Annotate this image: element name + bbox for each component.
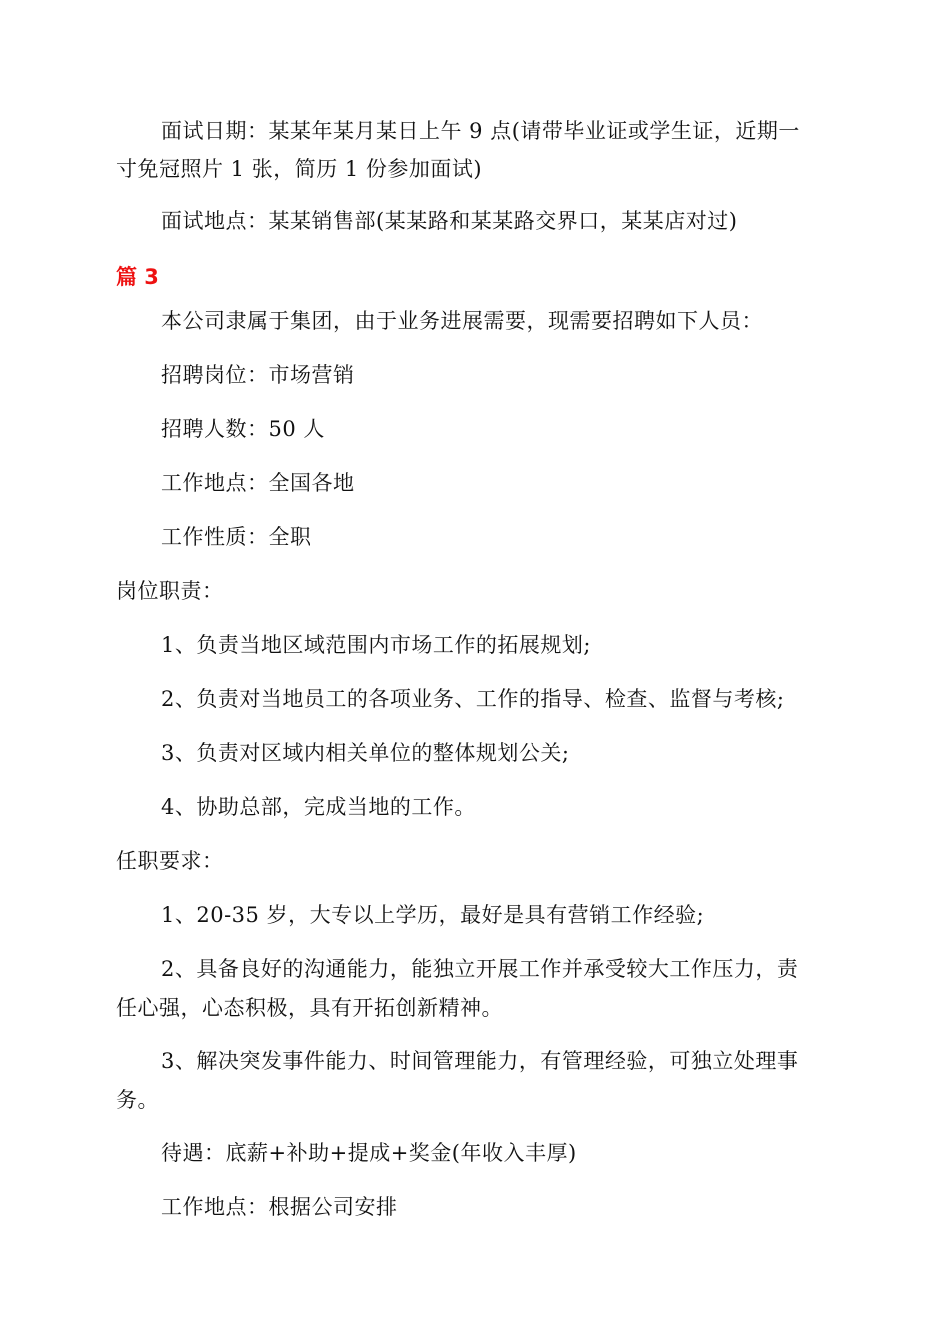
interview-date-line-1: 面试日期：某某年某月某日上午 9 点(请带毕业证或学生证，近期一 bbox=[161, 119, 800, 143]
section-heading: 篇 3 bbox=[116, 265, 159, 289]
interview-date-line-2: 寸免冠照片 1 张，简历 1 份参加面试) bbox=[116, 157, 483, 181]
work-location-arranged: 工作地点：根据公司安排 bbox=[161, 1195, 398, 1219]
duties-title: 岗位职责： bbox=[116, 579, 224, 603]
requirements-title: 任职要求： bbox=[116, 849, 224, 873]
recruit-position: 招聘岗位：市场营销 bbox=[161, 363, 355, 387]
requirement-item-2-line-2: 任心强，心态积极，具有开拓创新精神。 bbox=[116, 996, 503, 1020]
work-location-nationwide: 工作地点：全国各地 bbox=[161, 471, 355, 495]
interview-location: 面试地点：某某销售部(某某路和某某路交界口，某某店对过) bbox=[161, 209, 738, 233]
requirement-item-3-line-1: 3、解决突发事件能力、时间管理能力，有管理经验，可独立处理事 bbox=[161, 1049, 799, 1073]
duty-item: 2、负责对当地员工的各项业务、工作的指导、检查、监督与考核; bbox=[161, 687, 785, 711]
requirement-item-1: 1、20-35 岁，大专以上学历，最好是具有营销工作经验; bbox=[161, 903, 705, 927]
requirement-item-2-line-1: 2、具备良好的沟通能力，能独立开展工作并承受较大工作压力，责 bbox=[161, 957, 799, 981]
duty-item: 3、负责对区域内相关单位的整体规划公关; bbox=[161, 741, 570, 765]
requirement-item-3-line-2: 务。 bbox=[116, 1088, 159, 1112]
recruit-headcount: 招聘人数：50 人 bbox=[161, 417, 325, 441]
benefits: 待遇：底薪+补助+提成+奖金(年收入丰厚) bbox=[161, 1141, 577, 1165]
company-intro: 本公司隶属于集团，由于业务进展需要，现需要招聘如下人员： bbox=[161, 309, 763, 333]
work-nature: 工作性质：全职 bbox=[161, 525, 312, 549]
duty-item: 1、负责当地区域范围内市场工作的拓展规划; bbox=[161, 633, 591, 657]
duty-item: 4、协助总部，完成当地的工作。 bbox=[161, 795, 476, 819]
